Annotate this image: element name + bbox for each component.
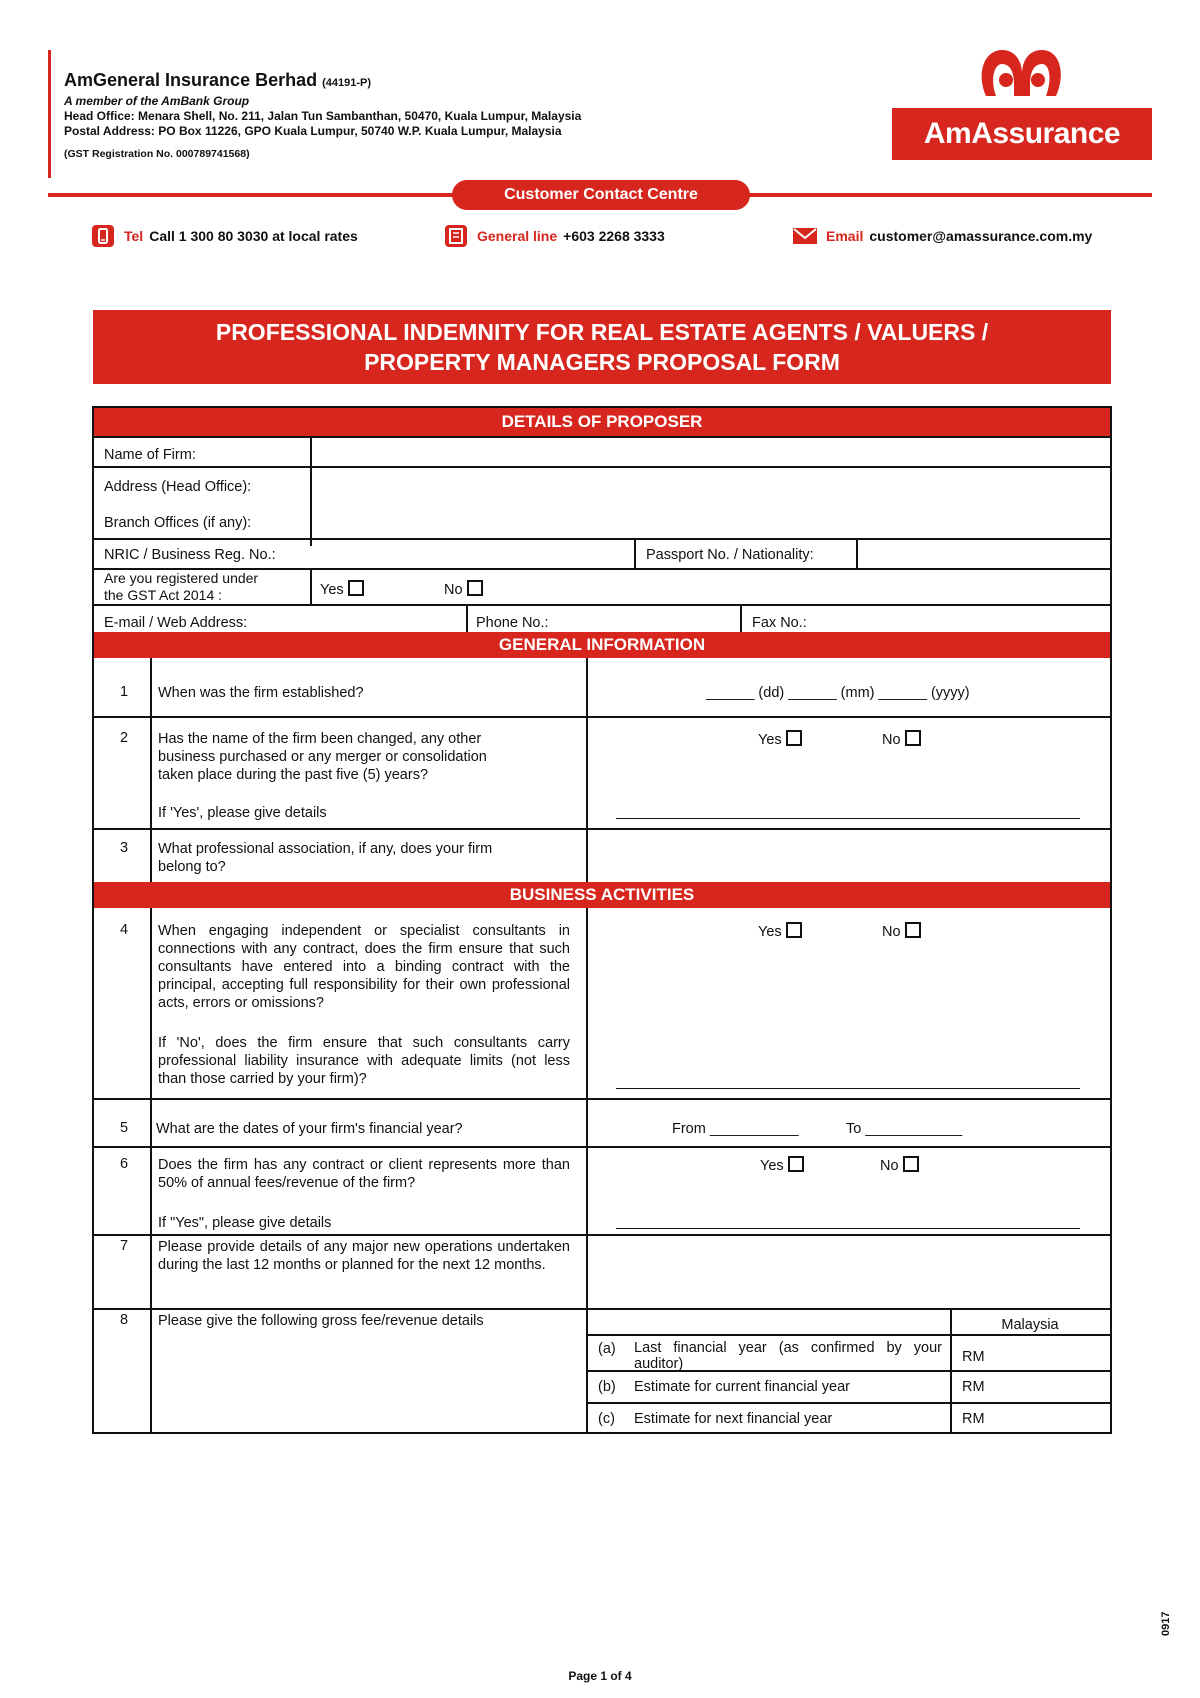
q1-text: When was the firm established? bbox=[158, 685, 364, 701]
head-office: Head Office: Menara Shell, No. 211, Jalan Tun Sambanthan, 50470, Kuala Lumpur, Malaysia bbox=[64, 109, 582, 123]
rule bbox=[740, 604, 742, 632]
rule bbox=[94, 1098, 1110, 1100]
input-passport[interactable] bbox=[860, 540, 1106, 566]
postal-address: Postal Address: PO Box 11226, GPO Kuala Lumpur, 50740 W.P. Kuala Lumpur, Malaysia bbox=[64, 124, 562, 138]
q8-row-a-input[interactable] bbox=[994, 1336, 1106, 1368]
q8-row-c-input[interactable] bbox=[994, 1404, 1106, 1430]
rule bbox=[856, 538, 858, 568]
phone-icon bbox=[90, 223, 116, 249]
company-info bbox=[64, 70, 704, 160]
input-address[interactable] bbox=[314, 468, 1106, 544]
gst-yes-checkbox[interactable] bbox=[348, 580, 364, 596]
q1-number: 1 bbox=[119, 684, 129, 700]
q8-row-b-key: (b) bbox=[598, 1379, 616, 1395]
q4-details-line[interactable] bbox=[616, 1088, 1080, 1089]
q8-row-c-key: (c) bbox=[598, 1411, 615, 1427]
label-email: E-mail / Web Address: bbox=[104, 615, 248, 631]
q6-yes-checkbox[interactable] bbox=[788, 1156, 804, 1172]
member-of: A member of the AmBank Group bbox=[64, 94, 250, 108]
label-name-of-firm: Name of Firm: bbox=[104, 447, 196, 463]
label-address: Address (Head Office): bbox=[104, 479, 252, 495]
q6-no-option[interactable]: No bbox=[880, 1156, 919, 1175]
q6-if-yes: If "Yes", please give details bbox=[158, 1215, 332, 1231]
label-phone: Phone No.: bbox=[476, 615, 549, 631]
label-gst-question: Are you registered under the GST Act 2014 : bbox=[104, 570, 259, 603]
company-reg: (44191-P) bbox=[322, 77, 372, 89]
contact-general-line: General line +603 2268 3333 bbox=[443, 223, 665, 249]
q3-number: 3 bbox=[119, 840, 129, 856]
q4-if-no: If 'No', does the firm ensure that such consultants carry professional liability insurance with adequate limits (not less than those carried by your firm)? bbox=[158, 1035, 570, 1087]
label-passport: Passport No. / Nationality: bbox=[646, 547, 814, 563]
q6-yes-option[interactable]: Yes bbox=[760, 1156, 804, 1175]
rule bbox=[466, 604, 468, 632]
gst-no-checkbox[interactable] bbox=[467, 580, 483, 596]
q4-text: When engaging independent or specialist consultants in connections with any contract, does the firm ensure that such consultants have entered into a binding contract with the principal, accepting full responsibility for their own professional acts, errors or omissions? bbox=[158, 923, 570, 1011]
q5-text: What are the dates of your firm's financial year? bbox=[156, 1121, 463, 1137]
form-title: PROFESSIONAL INDEMNITY FOR REAL ESTATE AGENTS / VALUERS / PROPERTY MANAGERS PROPOSAL FORM bbox=[93, 310, 1111, 384]
q6-no-checkbox[interactable] bbox=[903, 1156, 919, 1172]
q1-date-field[interactable]: ______ (dd) ______ (mm) ______ (yyyy) bbox=[706, 685, 970, 701]
rule bbox=[586, 658, 588, 882]
rule bbox=[94, 716, 1110, 718]
q8-row-b-currency: RM bbox=[962, 1379, 985, 1395]
proposal-form bbox=[92, 406, 1112, 1434]
rule bbox=[310, 568, 312, 604]
rule bbox=[150, 908, 152, 1432]
email-icon bbox=[792, 223, 818, 249]
rule bbox=[94, 1146, 1110, 1148]
q3-answer-field[interactable] bbox=[590, 830, 1108, 878]
rule bbox=[310, 436, 312, 546]
rule bbox=[586, 908, 588, 1432]
office-phone-icon bbox=[443, 223, 469, 249]
q8-row-a-currency: RM bbox=[962, 1349, 985, 1365]
q7-number: 7 bbox=[119, 1238, 129, 1254]
q5-from-field[interactable]: From ___________ bbox=[672, 1121, 799, 1137]
q3-text: What professional association, if any, does your firm belong to? bbox=[158, 841, 493, 875]
rule bbox=[94, 604, 1110, 606]
contact-email: Email customer@amassurance.com.my bbox=[792, 223, 1092, 249]
q8-text: Please give the following gross fee/revenue details bbox=[158, 1313, 484, 1329]
q6-number: 6 bbox=[119, 1156, 129, 1172]
q2-no-option[interactable]: No bbox=[882, 730, 921, 749]
input-name-of-firm[interactable] bbox=[314, 438, 1106, 464]
rule bbox=[150, 658, 152, 882]
q8-row-a-label: Last financial year (as confirmed by your auditor) bbox=[634, 1340, 942, 1372]
amassurance-logo-icon bbox=[976, 44, 1066, 104]
company-name: AmGeneral Insurance Berhad (44191-P) bbox=[64, 70, 372, 90]
q5-number: 5 bbox=[119, 1120, 129, 1136]
gst-registration: (GST Registration No. 000789741568) bbox=[64, 148, 250, 160]
label-nric: NRIC / Business Reg. No.: bbox=[104, 547, 276, 563]
q8-column-malaysia: Malaysia bbox=[1001, 1317, 1059, 1333]
gst-yes-option[interactable]: Yes bbox=[320, 580, 364, 599]
label-fax: Fax No.: bbox=[752, 615, 807, 631]
q2-no-checkbox[interactable] bbox=[905, 730, 921, 746]
q8-row-a-key: (a) bbox=[598, 1341, 616, 1357]
q8-number: 8 bbox=[119, 1312, 129, 1328]
q4-no-option[interactable]: No bbox=[882, 922, 921, 941]
q7-text: Please provide details of any major new operations undertaken during the last 12 months or planned for the next 12 months. bbox=[158, 1239, 570, 1273]
gst-no-option[interactable]: No bbox=[444, 580, 483, 599]
input-nric[interactable] bbox=[314, 540, 632, 566]
q4-yes-checkbox[interactable] bbox=[786, 922, 802, 938]
q8-row-b-input[interactable] bbox=[994, 1372, 1106, 1400]
contact-centre-label: Customer Contact Centre bbox=[452, 180, 750, 210]
label-branch-offices: Branch Offices (if any): bbox=[104, 515, 252, 531]
q8-row-c-label: Estimate for next financial year bbox=[634, 1411, 833, 1427]
q2-number: 2 bbox=[119, 730, 129, 746]
q4-number: 4 bbox=[119, 922, 129, 938]
header-accent-bar bbox=[48, 50, 51, 178]
rule bbox=[634, 538, 636, 568]
form-code: 0917 bbox=[1160, 1611, 1172, 1636]
q6-details-line[interactable] bbox=[616, 1228, 1080, 1229]
q2-yes-option[interactable]: Yes bbox=[758, 730, 802, 749]
section-business-activities: BUSINESS ACTIVITIES bbox=[94, 882, 1110, 908]
q4-yes-option[interactable]: Yes bbox=[758, 922, 802, 941]
q8-row-c-currency: RM bbox=[962, 1411, 985, 1427]
section-details-of-proposer: DETAILS OF PROPOSER bbox=[94, 408, 1110, 436]
contact-tel: Tel Call 1 300 80 3030 at local rates bbox=[90, 223, 358, 249]
brand-logo: AmAssurance bbox=[892, 108, 1152, 160]
q4-no-checkbox[interactable] bbox=[905, 922, 921, 938]
q8-row-b-label: Estimate for current financial year bbox=[634, 1379, 850, 1395]
page-number: Page 1 of 4 bbox=[568, 1669, 632, 1683]
rule bbox=[94, 1308, 1110, 1310]
q2-yes-checkbox[interactable] bbox=[786, 730, 802, 746]
q2-details-line[interactable] bbox=[616, 818, 1080, 819]
q2-text: Has the name of the firm been changed, any other business purchased or any merger or consolidation taken place during the past five (5) years? bbox=[158, 731, 487, 783]
section-general-information: GENERAL INFORMATION bbox=[94, 632, 1110, 658]
q6-text: Does the firm has any contract or client represents more than 50% of annual fees/revenue of the firm? bbox=[158, 1157, 570, 1191]
q2-if-yes: If 'Yes', please give details bbox=[158, 805, 327, 821]
q7-answer-field[interactable] bbox=[590, 1236, 1108, 1306]
q5-to-field[interactable]: To ____________ bbox=[846, 1121, 963, 1137]
